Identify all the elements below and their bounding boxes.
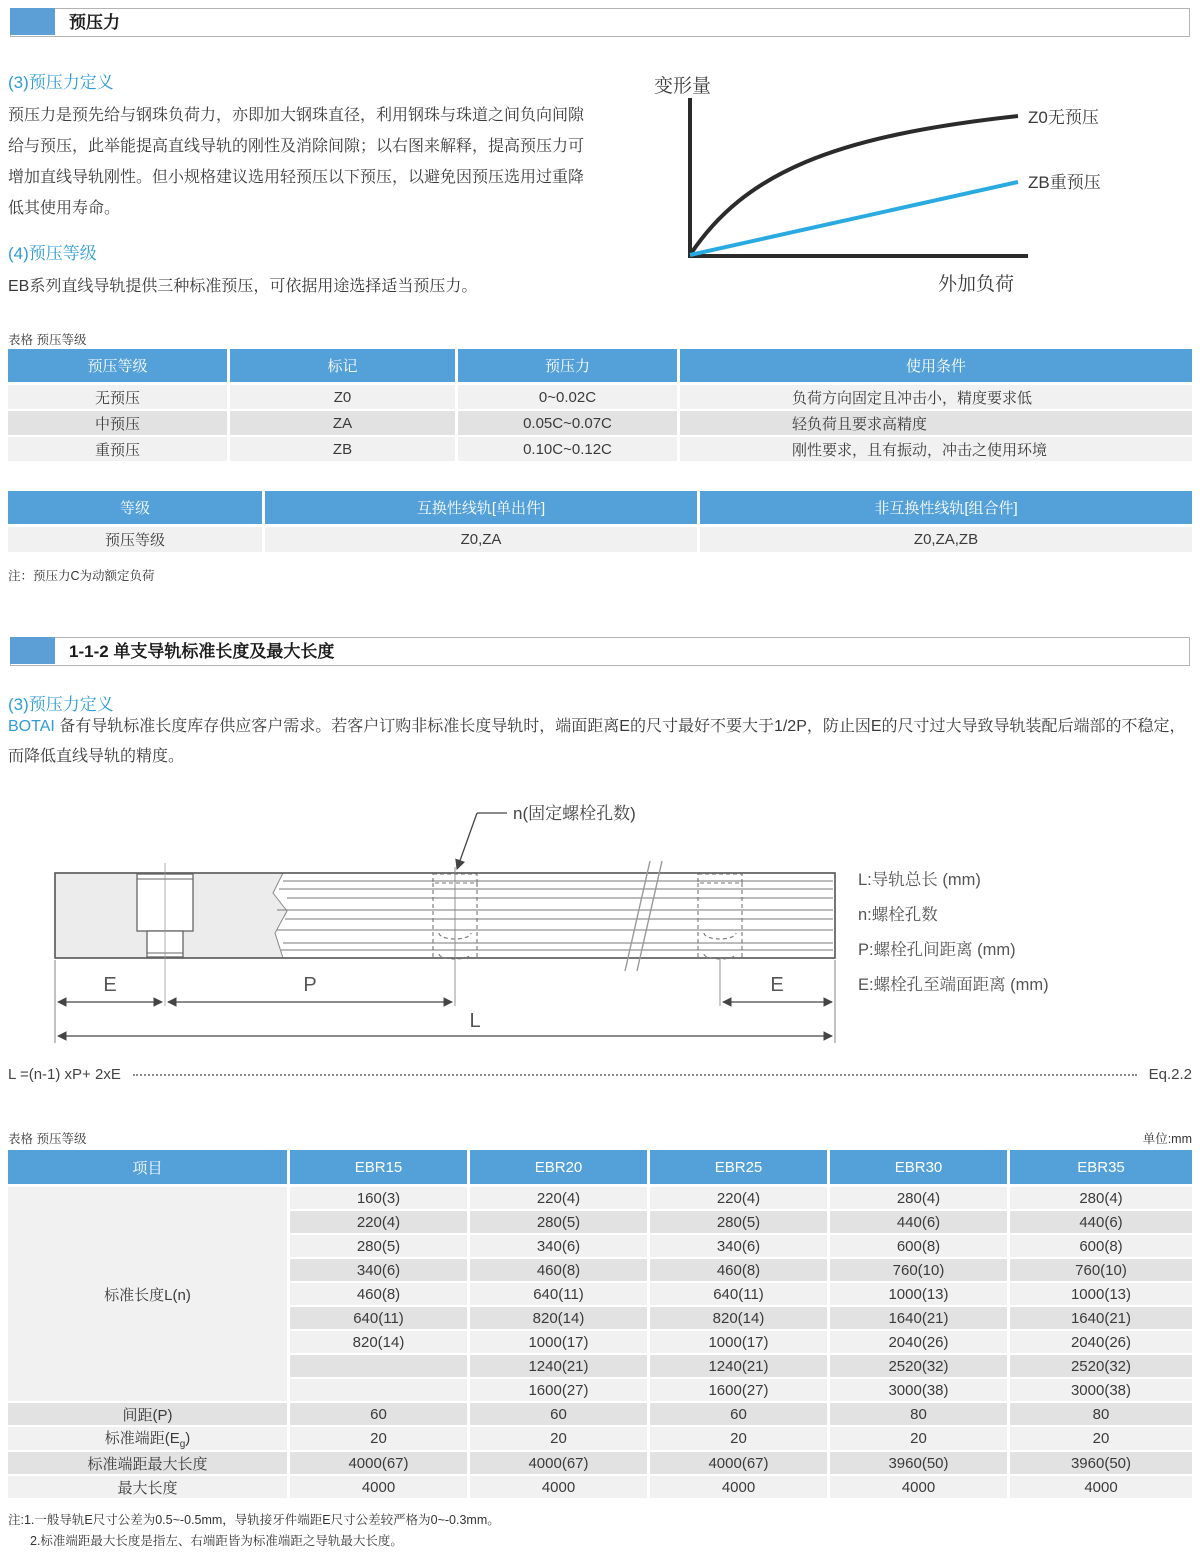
table-cell: 20: [830, 1427, 1010, 1452]
table-cell: 4000: [1010, 1476, 1192, 1500]
table-cell: 4000(67): [470, 1452, 650, 1476]
table-cell: [290, 1379, 470, 1403]
table-cell: 4000: [830, 1476, 1010, 1500]
table-cell: 负荷方向固定且冲击小，精度要求低: [680, 385, 1192, 411]
column-header: EBR25: [650, 1150, 830, 1187]
table-cell: 重预压: [8, 437, 230, 463]
table-cell: 1000(17): [470, 1331, 650, 1355]
table-cell: 预压等级: [8, 527, 265, 554]
table-cell: 280(4): [1010, 1187, 1192, 1211]
column-header: 互换性线轨[单出件]: [265, 491, 700, 527]
table-cell: 1240(21): [650, 1355, 830, 1379]
table-cell: 460(8): [650, 1259, 830, 1283]
table-cell: ZA: [230, 411, 458, 437]
table2-note: 注：预压力C为动额定负荷: [8, 569, 155, 583]
preload-grade-table: [8, 349, 1192, 463]
legend-item: E:螺栓孔至端面距离 (mm): [858, 976, 1049, 994]
diagram-canvas: [25, 793, 875, 1058]
preload-stiffness-chart: [640, 70, 1140, 310]
table-cell: ZB: [230, 437, 458, 463]
chart-x-axis-label: 外加负荷: [938, 274, 1015, 295]
chart-y-axis-label: 变形量: [654, 76, 712, 97]
table-cell: 轻负荷且要求高精度: [680, 411, 1192, 437]
table-cell: 60: [470, 1403, 650, 1427]
preload-definition-paragraph: 预压力是预先给与钢珠负荷力，亦即加大钢珠直径，利用钢珠与珠道之间负向间隙给与预压，此举能提高直线导轨的刚性及消除间隙；以右图来解释，提高预压力可增加直线导轨刚性。但小规格建议选用轻预压以下预压，以避免因预压选用过重降低其使用寿命。: [8, 107, 585, 217]
table-cell: 280(5): [650, 1211, 830, 1235]
table-cell: 3000(38): [830, 1379, 1010, 1403]
table-cell: 刚性要求，且有振动，冲击之使用环境: [680, 437, 1192, 463]
table1-caption: 表格 预压等级: [8, 333, 87, 347]
rail-groove-lines: [277, 881, 833, 950]
table-cell: 340(6): [290, 1259, 470, 1283]
table-cell: [290, 1355, 470, 1379]
table-cell: 4000(67): [650, 1452, 830, 1476]
table-cell: 640(11): [470, 1283, 650, 1307]
table-cell: Z0: [230, 385, 458, 411]
rail-length-text: 备有导轨标准长度库存供应客户需求。若客户订购非标准长度导轨时，端面距离E的尺寸最好不要大于1/2P，防止因E的尺寸过大导致导轨装配后端部的不稳定，而降低直线导轨的精度。: [8, 718, 1186, 765]
table-cell: 1640(21): [830, 1307, 1010, 1331]
rail-length-equation: [8, 1066, 1192, 1083]
row-label-subscript: g: [179, 1439, 186, 1450]
z0-curve: [690, 116, 1018, 255]
table-cell: 440(6): [1010, 1211, 1192, 1235]
table-cell: 2040(26): [830, 1331, 1010, 1355]
section-header-preload: [10, 8, 1190, 37]
table-cell: 80: [1010, 1403, 1192, 1427]
table-cell: 1600(27): [470, 1379, 650, 1403]
table-cell: 4000: [470, 1476, 650, 1500]
column-header: 等级: [8, 491, 265, 527]
table-cell: 460(8): [290, 1283, 470, 1307]
table-cell: 60: [290, 1403, 470, 1427]
table-row: [8, 385, 1192, 411]
table-row: [8, 437, 1192, 463]
table-cell: 无预压: [8, 385, 230, 411]
table-header-row: [8, 491, 1192, 527]
z0-curve-label: Z0无预压: [1028, 108, 1099, 127]
table-cell: 460(8): [470, 1259, 650, 1283]
table-cell: 820(14): [470, 1307, 650, 1331]
break-marks: [625, 861, 662, 971]
table-cell: 340(6): [650, 1235, 830, 1259]
row-label-cell: 间距(P): [8, 1403, 290, 1427]
table-cell: 760(10): [1010, 1259, 1192, 1283]
table-cell: 4000: [650, 1476, 830, 1500]
column-header: 非互换性线轨[组合件]: [700, 491, 1192, 527]
dim-label-e-left: E: [103, 974, 117, 996]
table-row: [8, 411, 1192, 437]
column-header: EBR30: [830, 1150, 1010, 1187]
table-cell: 340(6): [470, 1235, 650, 1259]
table-cell: 280(5): [290, 1235, 470, 1259]
chart-canvas: [640, 70, 1140, 310]
table-cell: 2520(32): [830, 1355, 1010, 1379]
table-row: [8, 1403, 1192, 1427]
table-cell: Z0,ZA: [265, 527, 700, 554]
section-title: 1-1-2 单支导轨标准长度及最大长度: [69, 642, 335, 661]
table-cell: 280(4): [830, 1187, 1010, 1211]
row-label-cell: 最大长度: [8, 1476, 290, 1500]
table-cell: 220(4): [470, 1187, 650, 1211]
table-cell: 280(5): [470, 1211, 650, 1235]
table-cell: 2520(32): [1010, 1355, 1192, 1379]
table-cell: 0.05C~0.07C: [458, 411, 680, 437]
table-cell: 60: [650, 1403, 830, 1427]
blue-accent-square: [10, 8, 55, 35]
diagram-legend: [858, 863, 1049, 1003]
table-cell: 80: [830, 1403, 1010, 1427]
table-cell: 4000: [290, 1476, 470, 1500]
blue-accent-square: [10, 637, 55, 664]
table-cell: 220(4): [290, 1211, 470, 1235]
dim-label-p: P: [303, 974, 317, 996]
table-cell: 600(8): [1010, 1235, 1192, 1259]
row-label-text: ): [185, 1430, 191, 1447]
column-header: 标记: [230, 349, 458, 385]
column-header: EBR35: [1010, 1150, 1192, 1187]
table-cell: 1000(13): [830, 1283, 1010, 1307]
table-cell: 3960(50): [830, 1452, 1010, 1476]
table-cell: 1600(27): [650, 1379, 830, 1403]
footnote-line: 注:1.一般导轨E尺寸公差为0.5~-0.5mm，导轨接牙件端距E尺寸公差较严格为0~-0.3mm。: [8, 1513, 500, 1527]
brand-name: BOTAI: [8, 718, 55, 735]
bolt-hole-hidden-lines: [698, 874, 742, 959]
dim-label-e-right: E: [770, 974, 784, 996]
legend-item: n:螺栓孔数: [858, 906, 938, 924]
column-header: 预压等级: [8, 349, 230, 385]
table-cell: 0.10C~0.12C: [458, 437, 680, 463]
dotted-leader: [133, 1074, 1137, 1076]
bolt-count-callout-label: n(固定螺栓孔数): [513, 804, 636, 823]
preload-definition-heading: (3)预压力定义: [8, 73, 114, 92]
table-cell: Z0,ZA,ZB: [700, 527, 1192, 554]
preload-grade-paragraph: EB系列直线导轨提供三种标准预压，可依据用途选择适当预压力。: [8, 278, 478, 295]
table-cell: 1000(13): [1010, 1283, 1192, 1307]
table-cell: 0~0.02C: [458, 385, 680, 411]
rail-dimension-diagram: [0, 793, 1200, 1058]
table-cell: 3960(50): [1010, 1452, 1192, 1476]
table-cell: 440(6): [830, 1211, 1010, 1235]
column-header: 项目: [8, 1150, 290, 1187]
rail-length-heading: (3)预压力定义: [8, 695, 114, 714]
table-cell: 220(4): [650, 1187, 830, 1211]
table-header-row: [8, 349, 1192, 385]
table-cell: 1640(21): [1010, 1307, 1192, 1331]
table-cell: 20: [650, 1427, 830, 1452]
standard-length-table: [8, 1150, 1192, 1500]
length-table-caption-row: [8, 1129, 1192, 1147]
table-cell: 820(14): [650, 1307, 830, 1331]
rail-length-paragraph: [8, 712, 1192, 772]
interchangeability-table: [8, 491, 1192, 554]
zb-line: [690, 182, 1018, 255]
table-row: [8, 1476, 1192, 1500]
row-label-cell: [8, 1427, 290, 1452]
length-table-caption: 表格 预压等级: [8, 1132, 87, 1146]
legend-item: L:导轨总长 (mm): [858, 871, 981, 889]
row-label-text: 标准端距(E: [104, 1430, 180, 1447]
footnotes: [8, 1510, 500, 1552]
table-cell: 20: [290, 1427, 470, 1452]
table-header-row: [8, 1150, 1192, 1187]
equation-tag: Eq.2.2: [1148, 1066, 1192, 1083]
legend-item: P:螺栓孔间距离 (mm): [858, 941, 1016, 959]
column-header: EBR15: [290, 1150, 470, 1187]
std-length-label-cell: 标准长度L(n): [8, 1187, 290, 1403]
table-cell: 1240(21): [470, 1355, 650, 1379]
table-cell: 760(10): [830, 1259, 1010, 1283]
table-cell: 1000(17): [650, 1331, 830, 1355]
table-cell: 640(11): [290, 1307, 470, 1331]
table-cell: 20: [470, 1427, 650, 1452]
section-header-rail-length: [10, 637, 1190, 666]
callout-arrow: [457, 813, 477, 869]
table-cell: 640(11): [650, 1283, 830, 1307]
table-cell: 820(14): [290, 1331, 470, 1355]
table-cell: 中预压: [8, 411, 230, 437]
table-cell: 160(3): [290, 1187, 470, 1211]
zb-line-label: ZB重预压: [1028, 173, 1101, 192]
footnote-line: 2.标准端距最大长度是指左、右端距皆为标准端距之导轨最大长度。: [30, 1534, 403, 1548]
length-table-unit: 单位:mm: [1142, 1132, 1192, 1146]
column-header: 使用条件: [680, 349, 1192, 385]
table-cell: 20: [1010, 1427, 1192, 1452]
column-header: EBR20: [470, 1150, 650, 1187]
row-label-cell: 标准端距最大长度: [8, 1452, 290, 1476]
section-title: 预压力: [69, 13, 120, 32]
table-row: [8, 1452, 1192, 1476]
table-row: [8, 527, 1192, 554]
table-cell: 3000(38): [1010, 1379, 1192, 1403]
preload-text-column: [8, 68, 596, 302]
equation-formula: L =(n-1) xP+ 2xE: [8, 1066, 121, 1083]
dim-label-l: L: [469, 1010, 481, 1032]
table-row: [8, 1187, 1192, 1211]
table-cell: 4000(67): [290, 1452, 470, 1476]
column-header: 预压力: [458, 349, 680, 385]
preload-grade-heading: (4)预压等级: [8, 244, 97, 263]
table-cell: 600(8): [830, 1235, 1010, 1259]
table-cell: 2040(26): [1010, 1331, 1192, 1355]
table-row: [8, 1427, 1192, 1452]
